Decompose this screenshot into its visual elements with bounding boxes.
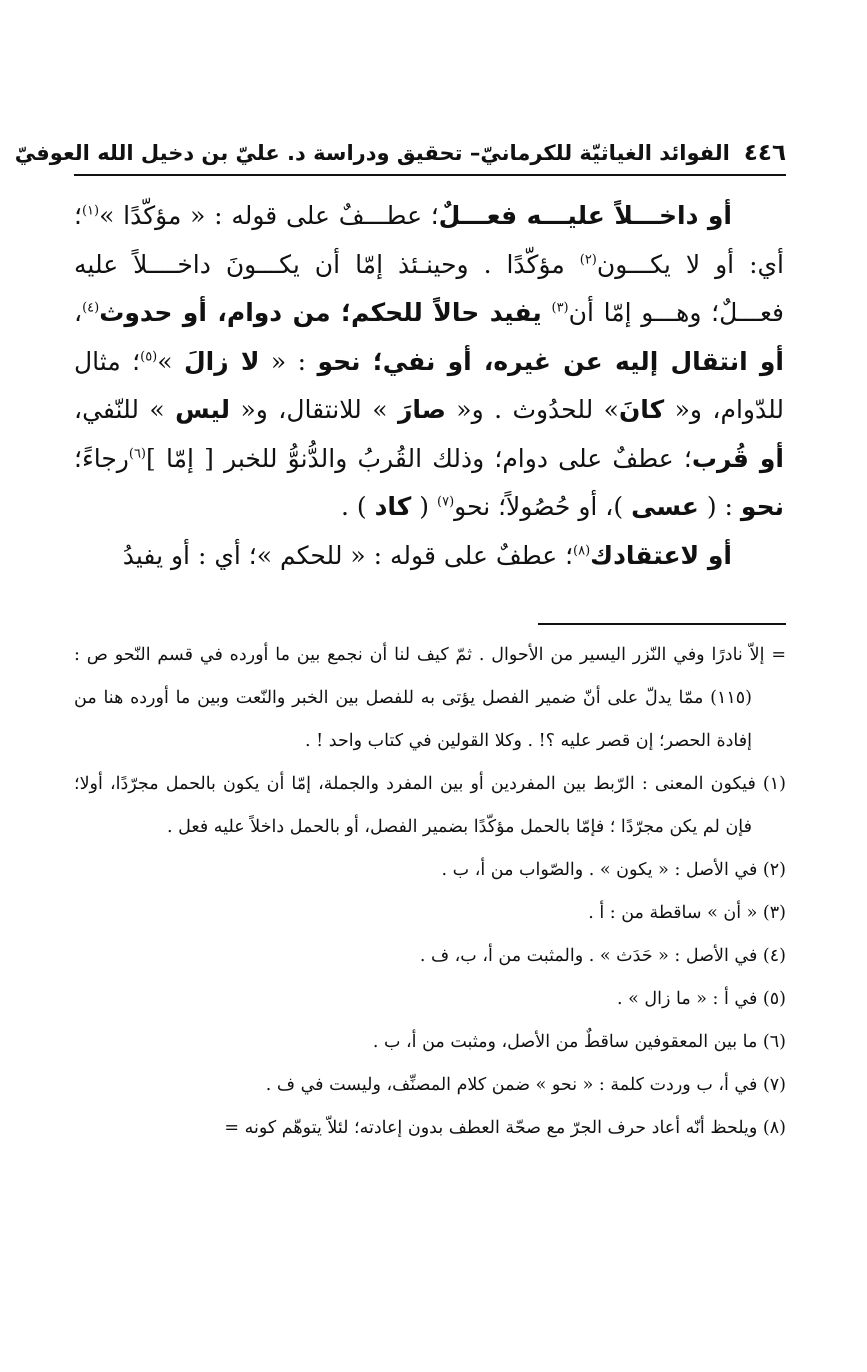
main-paragraph-2 xyxy=(74,532,784,581)
footnote-3: (٣) « أن » ساقطة من : أ . xyxy=(588,903,786,923)
commentary-text: : ( xyxy=(698,492,741,521)
footnote-8: (٨) ويلحظ أنّه أعاد حرف الجرّ مع صحّة العطف بدون إعادته؛ لئلاّ يتوهّم كونه = xyxy=(224,1118,786,1138)
commentary-text: ؛ عطفٌ على دوام؛ وذلك القُربُ والدُّنوُّ للخبر [ إمّا ] xyxy=(146,443,692,473)
commentary-text: ) . xyxy=(341,492,375,521)
footnote-ref: (٣) xyxy=(551,300,569,316)
main-paragraph-1 xyxy=(74,192,784,532)
footnote-separator xyxy=(538,623,786,625)
footnote-ref: (٦) xyxy=(128,446,146,462)
header-rule xyxy=(74,174,786,176)
matn-text: أو داخـــلاً عليـــه فعـــلٌ xyxy=(438,201,733,230)
commentary-text: رجاءً؛ xyxy=(74,443,129,473)
footnote-2: (٢) في الأصل : « يكون » . والصّواب من أ، ب . xyxy=(441,860,786,880)
footnote-7: (٧) في أ، ب وردت كلمة : « نحو » ضمن كلام المصنِّف، وليست في ف . xyxy=(265,1075,786,1095)
matn-text: لا زالَ xyxy=(183,346,260,376)
footnote-5: (٥) في أ : « ما زال » . xyxy=(617,989,786,1009)
commentary-text: » للنّفي، xyxy=(74,395,176,424)
matn-text: ليس xyxy=(175,395,231,424)
commentary-text: » للانتقال، و« xyxy=(230,395,398,424)
commentary-text: ( xyxy=(411,492,438,521)
commentary-text: ؛ عطفٌ على قوله : « للحكم »؛ أي : أو يفيدُ xyxy=(122,540,574,570)
matn-text: عسى xyxy=(631,492,699,521)
footnote-continuation: = إلاّ نادرًا وفي النّزر اليسير من الأحوال . ثمّ كيف لنا أن نجمع بين ما أورده في قسم النّحو ص : (١١٥) ممّا يدلّ على أنّ ضمير الفصل يؤتى به للفصل بين الخبر والنّعت وبين ما أورده هنا من إفادة الحصر؛ إن قصر عليه ؟! . وكلا القولين في كتاب واحد ! . xyxy=(74,645,786,751)
commentary-text: : « xyxy=(259,346,318,376)
commentary-text: ؛ مثال للدّوام، و« xyxy=(74,346,784,424)
matn-text: يفيد حالاً للحكم؛ من دوام، أو حدوث xyxy=(99,298,542,327)
header-text xyxy=(15,140,786,166)
matn-text: أو انتقال إليه عن غيره، أو نفي؛ نحو xyxy=(317,346,784,376)
footnote-ref: (٥) xyxy=(140,349,158,365)
commentary-text: » للحدُوث . و« xyxy=(445,395,619,424)
main-text xyxy=(74,192,784,580)
running-header xyxy=(14,138,786,174)
commentary-text: مؤكّدًا . وحينـئذ إمّا أن يكـــونَ داخــــلاً عليه فعـــلٌ؛ وهـــو إمّا أن xyxy=(74,249,785,327)
matn-text: صارَ xyxy=(397,395,446,424)
commentary-text: ؛ عطـــفٌ على قوله : « مؤكّدًا » xyxy=(99,201,439,230)
commentary-text: ؛ أي: أو لا يكـــون xyxy=(74,201,784,279)
matn-text: كاد xyxy=(374,492,412,521)
footnote-ref: (٧) xyxy=(437,494,455,510)
matn-text: أو قُرب xyxy=(691,443,784,473)
footnotes xyxy=(74,634,786,1150)
footnote-ref: (٨) xyxy=(573,543,591,559)
commentary-text: ، xyxy=(74,298,83,327)
matn-text: كانَ xyxy=(618,395,665,424)
footnote-ref: (١) xyxy=(81,203,100,219)
running-title: الفوائد الغياثيّة للكرمانيّ– تحقيق ودراسة د. عليّ بن دخيل الله العوفيّ xyxy=(14,141,730,165)
footnote-1: (١) فيكون المعنى : الرّبط بين المفردين أو بين المفرد والجملة، إمّا أن يكون بالحمل مجرّدًا، أولا؛ فإن لم يكن مجرّدًا ؛ فإمّا بالحمل مؤكّدًا بضمير الفصل، أو بالحمل داخلاً عليه فعل . xyxy=(74,774,786,837)
matn-text: أو لاعتقادك xyxy=(590,540,732,570)
footnote-ref: (٢) xyxy=(579,252,597,268)
footnote-4: (٤) في الأصل : « حَدَث » . والمثبت من أ، ب، ف . xyxy=(419,946,786,966)
footnote-6: (٦) ما بين المعقوفين ساقطٌ من الأصل، ومثبت من أ، ب . xyxy=(372,1032,786,1052)
commentary-text: )، أو حُصُولاً؛ نحو xyxy=(454,492,632,521)
page-number: ٤٤٦ xyxy=(743,140,786,166)
footnote-ref: (٤) xyxy=(82,300,100,316)
commentary-text: » xyxy=(157,346,184,376)
matn-text: نحو xyxy=(740,492,784,521)
